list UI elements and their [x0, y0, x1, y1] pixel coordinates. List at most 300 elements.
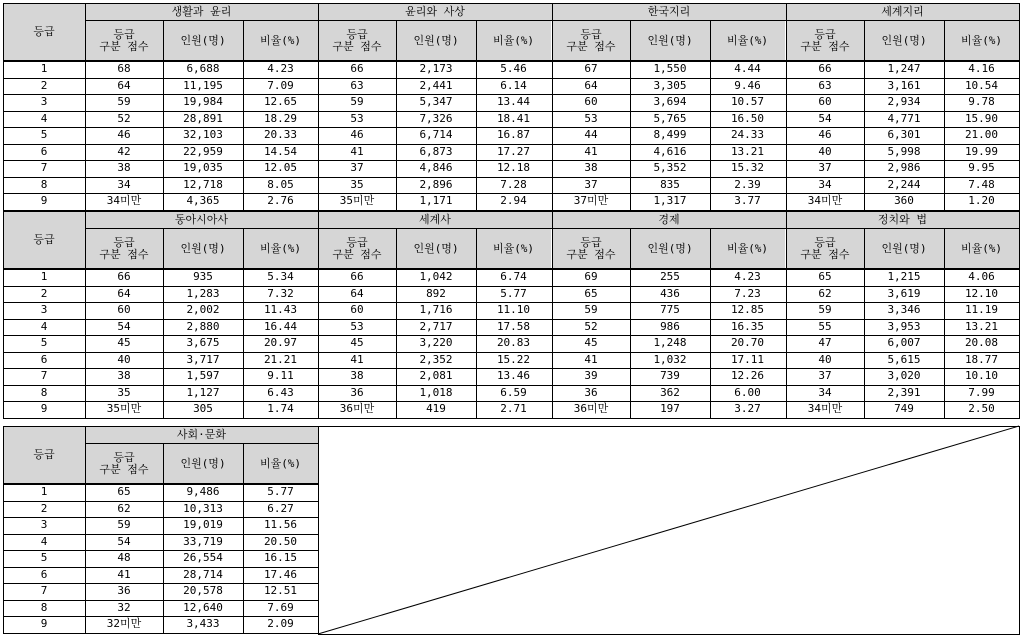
ratio-cell: 24.33 — [730, 128, 765, 142]
grade-cell: 1 — [40, 485, 48, 499]
count-cell: 26,554 — [183, 551, 223, 565]
cutoff-score-cell: 54 — [818, 111, 832, 125]
cutoff-score-cell: 46 — [818, 128, 832, 142]
cutoff-score-cell: 53 — [584, 111, 598, 125]
grade-cell: 8 — [40, 177, 48, 191]
ratio-cell: 13.46 — [496, 369, 531, 383]
count-cell: 2,934 — [887, 95, 921, 109]
ratio-cell: 16.35 — [730, 319, 765, 333]
count-cell: 2,717 — [419, 319, 453, 333]
ratio-cell: 6.27 — [267, 501, 294, 515]
ratio-cell: 6.74 — [500, 270, 527, 284]
cutoff-score-cell: 36 — [117, 584, 131, 598]
count-header: 인원(명) — [630, 20, 710, 61]
ratio-cell: 20.83 — [496, 336, 531, 350]
grade-cell: 2 — [40, 501, 48, 515]
cutoff-label-grade: 등급 — [580, 235, 602, 249]
count-cell: 20,578 — [183, 584, 223, 598]
cutoff-score-cell: 32미만 — [106, 617, 142, 631]
cutoff-score-cell: 59 — [818, 303, 832, 317]
cutoff-score-cell: 48 — [117, 551, 131, 565]
cutoff-score-cell: 65 — [584, 286, 598, 300]
grade-header: 등급 — [3, 426, 85, 484]
ratio-cell: 5.77 — [500, 286, 527, 300]
count-cell: 12,640 — [183, 600, 223, 614]
count-cell: 2,244 — [887, 177, 921, 191]
subject-name: 사회·문화 — [85, 426, 318, 443]
count-cell: 6,688 — [186, 62, 220, 76]
grade-header: 등급 — [3, 3, 85, 61]
count-cell: 7,326 — [419, 111, 453, 125]
ratio-cell: 7.28 — [500, 177, 527, 191]
count-cell: 419 — [426, 402, 446, 416]
cutoff-score-cell: 34 — [117, 177, 131, 191]
count-cell: 775 — [660, 303, 680, 317]
cutoff-label-grade: 등급 — [346, 27, 368, 41]
ratio-cell: 7.09 — [267, 78, 294, 92]
cutoff-score-cell: 60 — [117, 303, 131, 317]
ratio-cell: 7.99 — [968, 385, 995, 399]
count-cell: 2,441 — [419, 78, 453, 92]
ratio-cell: 12.10 — [964, 286, 999, 300]
cutoff-score-cell: 60 — [584, 95, 598, 109]
cutoff-label-score: 구분 점수 — [99, 247, 149, 261]
cutoff-score-cell: 64 — [117, 78, 131, 92]
count-cell: 19,035 — [183, 161, 223, 175]
count-cell: 4,365 — [186, 194, 220, 208]
count-cell: 1,171 — [419, 194, 453, 208]
ratio-cell: 13.44 — [496, 95, 531, 109]
count-cell: 22,959 — [183, 144, 223, 158]
count-cell: 436 — [660, 286, 680, 300]
count-cell: 835 — [660, 177, 680, 191]
grade-cell: 4 — [40, 534, 48, 548]
cutoff-score-cell: 34미만 — [807, 194, 843, 208]
count-header: 인원(명) — [163, 228, 243, 269]
count-cell: 3,694 — [653, 95, 687, 109]
ratio-cell: 15.22 — [496, 352, 531, 366]
cutoff-score-cell: 41 — [350, 144, 364, 158]
ratio-cell: 20.97 — [263, 336, 298, 350]
ratio-cell: 4.16 — [968, 62, 995, 76]
count-cell: 6,714 — [419, 128, 453, 142]
count-cell: 1,018 — [419, 385, 453, 399]
subject-name: 한국지리 — [552, 3, 786, 20]
ratio-cell: 15.32 — [730, 161, 765, 175]
ratio-cell: 2.94 — [500, 194, 527, 208]
cutoff-score-cell: 59 — [584, 303, 598, 317]
count-cell: 3,953 — [887, 319, 921, 333]
count-cell: 305 — [193, 402, 213, 416]
cutoff-label-score: 구분 점수 — [99, 39, 149, 53]
count-cell: 28,714 — [183, 567, 223, 581]
count-cell: 1,283 — [186, 286, 220, 300]
count-cell: 3,433 — [186, 617, 220, 631]
subject-name: 세계지리 — [786, 3, 1019, 20]
cutoff-score-cell: 60 — [350, 303, 364, 317]
count-cell: 362 — [660, 385, 680, 399]
ratio-cell: 1.20 — [968, 194, 995, 208]
diagonal-line — [318, 426, 1019, 634]
cutoff-score-cell: 45 — [584, 336, 598, 350]
ratio-cell: 10.10 — [964, 369, 999, 383]
ratio-cell: 17.27 — [496, 144, 531, 158]
ratio-cell: 16.44 — [263, 319, 298, 333]
grade-cell: 3 — [40, 95, 48, 109]
grade-cell: 6 — [40, 144, 48, 158]
ratio-cell: 2.50 — [968, 402, 995, 416]
ratio-header: 비율(%) — [243, 20, 318, 61]
cutoff-score-cell: 54 — [117, 534, 131, 548]
count-cell: 1,247 — [887, 62, 921, 76]
cutoff-label-grade: 등급 — [113, 27, 135, 41]
count-cell: 4,771 — [887, 111, 921, 125]
count-cell: 3,619 — [887, 286, 921, 300]
subject-name: 생활과 윤리 — [85, 3, 318, 20]
count-header: 인원(명) — [864, 20, 944, 61]
cutoff-score-cell: 40 — [818, 144, 832, 158]
count-cell: 3,305 — [653, 78, 687, 92]
cutoff-score-cell: 59 — [350, 95, 364, 109]
ratio-cell: 7.23 — [734, 286, 761, 300]
ratio-cell: 10.54 — [964, 78, 999, 92]
cutoff-score-cell: 60 — [818, 95, 832, 109]
ratio-cell: 5.77 — [267, 485, 294, 499]
ratio-cell: 2.39 — [734, 177, 761, 191]
cutoff-score-cell: 41 — [584, 144, 598, 158]
ratio-cell: 21.21 — [263, 352, 298, 366]
cutoff-score-cell: 66 — [350, 270, 364, 284]
cutoff-score-cell: 35 — [350, 177, 364, 191]
ratio-cell: 7.48 — [968, 177, 995, 191]
cutoff-score-cell: 34미만 — [807, 402, 843, 416]
count-cell: 5,347 — [419, 95, 453, 109]
cutoff-score-cell: 36 — [584, 385, 598, 399]
cutoff-score-cell: 53 — [350, 111, 364, 125]
subject-name: 경제 — [552, 211, 786, 228]
grade-cell: 3 — [40, 303, 48, 317]
ratio-cell: 4.23 — [734, 270, 761, 284]
subject-name: 세계사 — [318, 211, 552, 228]
cutoff-score-cell: 37 — [818, 369, 832, 383]
ratio-cell: 16.15 — [263, 551, 298, 565]
ratio-cell: 9.11 — [267, 369, 294, 383]
cutoff-score-cell: 35 — [117, 385, 131, 399]
count-cell: 5,998 — [887, 144, 921, 158]
cutoff-label-grade: 등급 — [814, 27, 836, 41]
count-cell: 6,007 — [887, 336, 921, 350]
ratio-cell: 11.10 — [496, 303, 531, 317]
ratio-cell: 16.87 — [496, 128, 531, 142]
cutoff-score-cell: 37 — [584, 177, 598, 191]
count-header: 인원(명) — [396, 228, 476, 269]
cutoff-label-score: 구분 점수 — [332, 39, 382, 53]
ratio-cell: 15.90 — [964, 111, 999, 125]
ratio-cell: 20.33 — [263, 128, 298, 142]
cutoff-label-score: 구분 점수 — [800, 39, 850, 53]
count-cell: 1,317 — [653, 194, 687, 208]
count-cell: 3,161 — [887, 78, 921, 92]
count-cell: 2,002 — [186, 303, 220, 317]
ratio-cell: 19.99 — [964, 144, 999, 158]
ratio-cell: 20.70 — [730, 336, 765, 350]
count-cell: 892 — [426, 286, 446, 300]
cutoff-score-cell: 68 — [117, 62, 131, 76]
cutoff-score-cell: 38 — [117, 161, 131, 175]
cutoff-score-cell: 38 — [350, 369, 364, 383]
subject-name: 동아시아사 — [85, 211, 318, 228]
cutoff-score-cell: 54 — [117, 319, 131, 333]
cutoff-score-cell: 38 — [117, 369, 131, 383]
cutoff-score-cell: 40 — [818, 352, 832, 366]
cutoff-score-cell: 41 — [117, 567, 131, 581]
cutoff-score-cell: 37 — [818, 161, 832, 175]
cutoff-label-score: 구분 점수 — [566, 247, 616, 261]
ratio-cell: 12.65 — [263, 95, 298, 109]
count-cell: 1,032 — [653, 352, 687, 366]
ratio-cell: 17.11 — [730, 352, 765, 366]
ratio-cell: 3.77 — [734, 194, 761, 208]
count-cell: 739 — [660, 369, 680, 383]
cutoff-score-cell: 34 — [818, 177, 832, 191]
count-cell: 1,248 — [653, 336, 687, 350]
count-cell: 12,718 — [183, 177, 223, 191]
cutoff-score-cell: 59 — [117, 518, 131, 532]
cutoff-score-cell: 47 — [818, 336, 832, 350]
count-cell: 1,716 — [419, 303, 453, 317]
cutoff-score-cell: 67 — [584, 62, 598, 76]
ratio-cell: 9.46 — [734, 78, 761, 92]
count-cell: 1,127 — [186, 385, 220, 399]
grade-cell: 6 — [40, 352, 48, 366]
ratio-header: 비율(%) — [710, 228, 785, 269]
count-cell: 3,717 — [186, 352, 220, 366]
cutoff-score-cell: 39 — [584, 369, 598, 383]
count-cell: 749 — [894, 402, 914, 416]
ratio-cell: 9.78 — [968, 95, 995, 109]
count-cell: 3,675 — [186, 336, 220, 350]
ratio-cell: 4.06 — [968, 270, 995, 284]
grade-cell: 7 — [40, 161, 48, 175]
ratio-cell: 18.29 — [263, 111, 298, 125]
grade-cell: 9 — [40, 617, 48, 631]
count-cell: 9,486 — [186, 485, 220, 499]
cutoff-score-cell: 55 — [818, 319, 832, 333]
cutoff-score-cell: 53 — [350, 319, 364, 333]
ratio-cell: 20.08 — [964, 336, 999, 350]
grade-cell: 8 — [40, 600, 48, 614]
count-cell: 6,301 — [887, 128, 921, 142]
grade-cell: 1 — [40, 270, 48, 284]
cutoff-label-grade: 등급 — [580, 27, 602, 41]
cutoff-label-grade: 등급 — [113, 235, 135, 249]
grade-cell: 5 — [40, 551, 48, 565]
count-cell: 3,346 — [887, 303, 921, 317]
ratio-header: 비율(%) — [476, 228, 551, 269]
cutoff-score-cell: 62 — [818, 286, 832, 300]
grade-cell: 9 — [40, 194, 48, 208]
ratio-cell: 18.77 — [964, 352, 999, 366]
cutoff-score-cell: 41 — [350, 352, 364, 366]
cutoff-score-cell: 65 — [818, 270, 832, 284]
ratio-cell: 13.21 — [964, 319, 999, 333]
ratio-cell: 4.23 — [267, 62, 294, 76]
cutoff-score-cell: 66 — [818, 62, 832, 76]
ratio-cell: 8.05 — [267, 177, 294, 191]
cutoff-score-cell: 35미만 — [106, 402, 142, 416]
count-cell: 255 — [660, 270, 680, 284]
ratio-cell: 17.58 — [496, 319, 531, 333]
count-cell: 4,616 — [653, 144, 687, 158]
count-cell: 6,873 — [419, 144, 453, 158]
cutoff-score-cell: 41 — [584, 352, 598, 366]
ratio-cell: 11.19 — [964, 303, 999, 317]
count-header: 인원(명) — [163, 443, 243, 484]
ratio-cell: 2.09 — [267, 617, 294, 631]
ratio-header: 비율(%) — [944, 20, 1019, 61]
grade-header: 등급 — [3, 211, 85, 269]
count-cell: 3,020 — [887, 369, 921, 383]
ratio-cell: 11.43 — [263, 303, 298, 317]
grade-cell: 7 — [40, 584, 48, 598]
ratio-cell: 6.59 — [500, 385, 527, 399]
cutoff-score-cell: 34 — [818, 385, 832, 399]
cutoff-score-cell: 36미만 — [573, 402, 609, 416]
count-cell: 33,719 — [183, 534, 223, 548]
cutoff-score-cell: 46 — [350, 128, 364, 142]
ratio-cell: 9.95 — [968, 161, 995, 175]
cutoff-label-grade: 등급 — [346, 235, 368, 249]
ratio-cell: 6.00 — [734, 385, 761, 399]
ratio-cell: 13.21 — [730, 144, 765, 158]
count-cell: 2,391 — [887, 385, 921, 399]
ratio-cell: 12.85 — [730, 303, 765, 317]
count-cell: 19,019 — [183, 518, 223, 532]
ratio-cell: 5.46 — [500, 62, 527, 76]
ratio-cell: 7.69 — [267, 600, 294, 614]
cutoff-score-cell: 69 — [584, 270, 598, 284]
count-cell: 2,173 — [419, 62, 453, 76]
count-cell: 19,984 — [183, 95, 223, 109]
cutoff-score-cell: 42 — [117, 144, 131, 158]
grade-cell: 5 — [40, 128, 48, 142]
ratio-cell: 14.54 — [263, 144, 298, 158]
grade-cell: 3 — [40, 518, 48, 532]
cutoff-score-cell: 34미만 — [106, 194, 142, 208]
count-cell: 8,499 — [653, 128, 687, 142]
cutoff-label-score: 구분 점수 — [99, 462, 149, 476]
count-cell: 11,195 — [183, 78, 223, 92]
grade-cell: 4 — [40, 111, 48, 125]
count-cell: 986 — [660, 319, 680, 333]
ratio-cell: 1.74 — [267, 402, 294, 416]
ratio-cell: 21.00 — [964, 128, 999, 142]
cutoff-score-cell: 38 — [584, 161, 598, 175]
subject-name: 정치와 법 — [786, 211, 1019, 228]
ratio-cell: 12.51 — [263, 584, 298, 598]
cutoff-score-cell: 44 — [584, 128, 598, 142]
count-cell: 935 — [193, 270, 213, 284]
grade-cell: 9 — [40, 402, 48, 416]
cutoff-score-cell: 64 — [584, 78, 598, 92]
count-cell: 1,550 — [653, 62, 687, 76]
cutoff-score-cell: 36미만 — [339, 402, 375, 416]
ratio-cell: 17.46 — [263, 567, 298, 581]
ratio-cell: 5.34 — [267, 270, 294, 284]
count-header: 인원(명) — [163, 20, 243, 61]
ratio-cell: 6.14 — [500, 78, 527, 92]
ratio-header: 비율(%) — [944, 228, 1019, 269]
count-cell: 5,615 — [887, 352, 921, 366]
grade-cell: 2 — [40, 78, 48, 92]
count-cell: 2,352 — [419, 352, 453, 366]
count-cell: 2,880 — [186, 319, 220, 333]
cutoff-score-cell: 52 — [584, 319, 598, 333]
ratio-cell: 10.57 — [730, 95, 765, 109]
grade-cell: 6 — [40, 567, 48, 581]
cutoff-score-cell: 66 — [117, 270, 131, 284]
cutoff-score-cell: 64 — [117, 286, 131, 300]
cutoff-score-cell: 40 — [117, 352, 131, 366]
cutoff-score-cell: 45 — [350, 336, 364, 350]
count-cell: 10,313 — [183, 501, 223, 515]
cutoff-score-cell: 64 — [350, 286, 364, 300]
ratio-cell: 18.41 — [496, 111, 531, 125]
cutoff-score-cell: 62 — [117, 501, 131, 515]
cutoff-score-cell: 45 — [117, 336, 131, 350]
cutoff-score-cell: 65 — [117, 485, 131, 499]
ratio-header: 비율(%) — [710, 20, 785, 61]
ratio-cell: 6.43 — [267, 385, 294, 399]
cutoff-score-cell: 36 — [350, 385, 364, 399]
count-header: 인원(명) — [396, 20, 476, 61]
ratio-header: 비율(%) — [476, 20, 551, 61]
ratio-cell: 3.27 — [734, 402, 761, 416]
cutoff-score-cell: 35미만 — [339, 194, 375, 208]
cutoff-score-cell: 46 — [117, 128, 131, 142]
ratio-cell: 2.76 — [267, 194, 294, 208]
subject-name: 윤리와 사상 — [318, 3, 552, 20]
ratio-cell: 7.32 — [267, 286, 294, 300]
cutoff-score-cell: 59 — [117, 95, 131, 109]
cutoff-score-cell: 32 — [117, 600, 131, 614]
ratio-cell: 11.56 — [263, 518, 298, 532]
cutoff-label-score: 구분 점수 — [800, 247, 850, 261]
count-cell: 360 — [894, 194, 914, 208]
ratio-cell: 16.50 — [730, 111, 765, 125]
cutoff-label-grade: 등급 — [113, 450, 135, 464]
ratio-cell: 20.50 — [263, 534, 298, 548]
grade-cell: 1 — [40, 62, 48, 76]
count-cell: 28,891 — [183, 111, 223, 125]
count-cell: 1,597 — [186, 369, 220, 383]
cutoff-score-cell: 37 — [350, 161, 364, 175]
count-cell: 5,765 — [653, 111, 687, 125]
grade-cell: 8 — [40, 385, 48, 399]
count-header: 인원(명) — [864, 228, 944, 269]
grade-cell: 4 — [40, 319, 48, 333]
count-cell: 32,103 — [183, 128, 223, 142]
ratio-header: 비율(%) — [243, 228, 318, 269]
count-cell: 3,220 — [419, 336, 453, 350]
count-cell: 197 — [660, 402, 680, 416]
cutoff-label-score: 구분 점수 — [332, 247, 382, 261]
cutoff-label-grade: 등급 — [814, 235, 836, 249]
grade-cell: 7 — [40, 369, 48, 383]
grade-cell: 2 — [40, 286, 48, 300]
ratio-cell: 12.18 — [496, 161, 531, 175]
cutoff-score-cell: 63 — [818, 78, 832, 92]
